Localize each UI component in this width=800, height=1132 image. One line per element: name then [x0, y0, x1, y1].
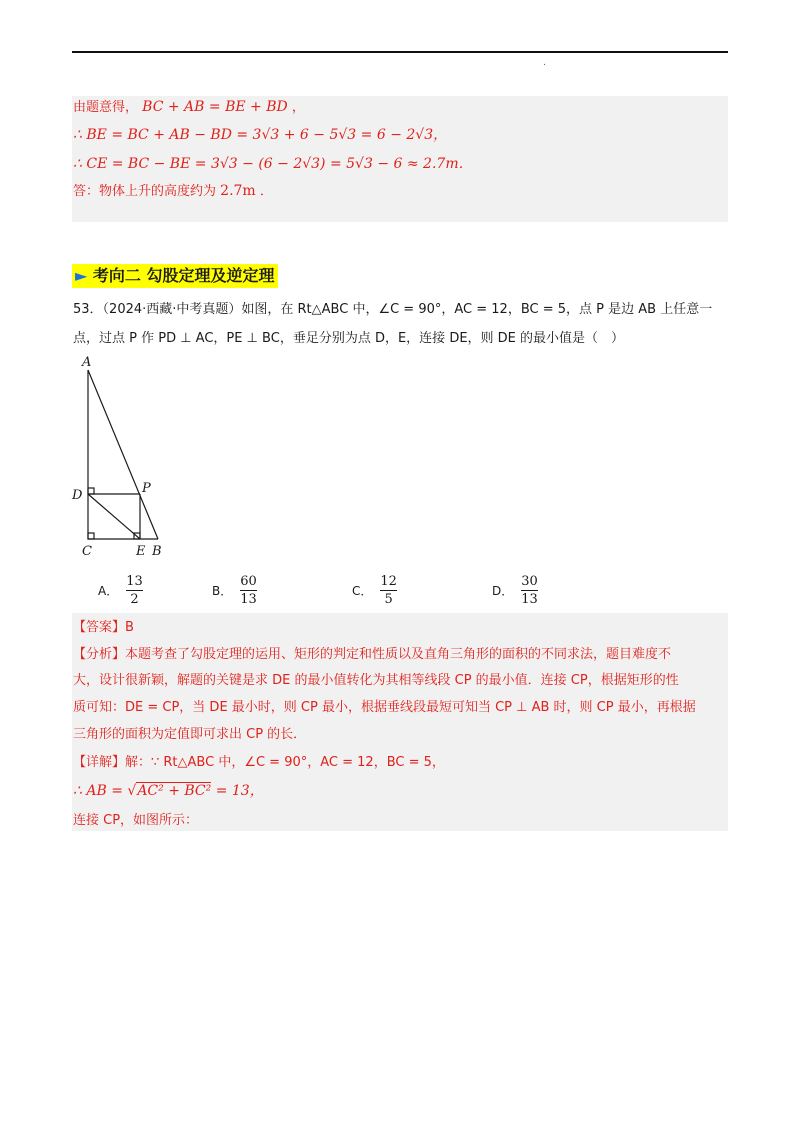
label-e: E: [136, 544, 146, 559]
detail-line-2-radicand: AC² + BC²: [137, 783, 212, 799]
option-c-letter: C．: [352, 583, 373, 598]
solution-line-1-suffix: ，: [291, 100, 305, 115]
detail-line-2: [73, 780, 264, 800]
label-p: P: [142, 481, 151, 496]
label-a: A: [82, 355, 92, 370]
answer-options: [0, 570, 800, 610]
option-d-numerator: 30: [521, 573, 538, 589]
option-c-denominator: 5: [384, 591, 393, 607]
section-marker-icon: ►: [75, 266, 88, 285]
solution-line-2: ∴ BE = BC + AB − BD = 3√3 + 6 − 5√3 = 6 − 2√3，: [73, 127, 448, 143]
solution-line-4: [73, 180, 273, 199]
segment-de: [88, 494, 140, 539]
option-a-fraction: [126, 574, 143, 607]
right-angle-mark-d: [88, 488, 94, 494]
header-rule: [72, 51, 728, 53]
option-b-numerator: 60: [240, 573, 257, 589]
answer-height-suffix: ．: [259, 184, 273, 199]
option-b-fraction: [240, 574, 257, 607]
solution-line-3: ∴ CE = BC − BE = 3√3 − (6 − 2√3) = 5√3 − 6 ≈ 2.7m．: [73, 156, 473, 172]
section-title: 考向二 勾股定理及逆定理: [92, 266, 275, 285]
analysis-line-2: 大，设计很新颖，解题的关键是求 DE 的最小值转化为其相等线段 CP 的最小值．连接 CP，根据矩形的性: [73, 673, 679, 688]
question-line-1: 53．（2024·西藏·中考真题）如图，在 Rt△ABC 中，∠C = 90°，AC = 12，BC = 5，点 P 是边 AB 上任意一: [73, 302, 713, 317]
detail-line-2-prefix: ∴ AB =: [73, 783, 128, 799]
fraction-bar: [126, 590, 143, 591]
option-d[interactable]: [492, 570, 538, 610]
header-dot: .: [543, 58, 546, 68]
label-c: C: [82, 544, 92, 559]
option-c-fraction: [380, 574, 397, 607]
answer-height-value: 2.7m: [220, 183, 256, 199]
solution-line-1-prefix: 由题意得，: [73, 100, 139, 115]
option-b-denominator: 13: [240, 591, 257, 607]
option-a[interactable]: [98, 570, 143, 610]
option-c[interactable]: [352, 570, 397, 610]
option-a-letter: A．: [98, 583, 119, 598]
right-angle-mark-c: [88, 533, 94, 539]
answer-label: 【答案】B: [73, 620, 134, 635]
analysis-line-1: 【分析】本题考查了勾股定理的运用、矩形的判定和性质以及直角三角形的面积的不同求法，题目难度不: [73, 647, 672, 662]
detail-line-1: 【详解】解：∵ Rt△ABC 中，∠C = 90°，AC = 12，BC = 5，: [73, 755, 445, 770]
fraction-bar: [521, 590, 538, 591]
triangle-figure: [72, 352, 178, 562]
option-b-letter: B．: [212, 583, 233, 598]
answer-height-prefix: 答：物体上升的高度约为: [73, 184, 217, 199]
option-a-denominator: 2: [130, 591, 139, 607]
label-d: D: [72, 488, 83, 503]
section-heading: [72, 264, 278, 288]
option-c-numerator: 12: [380, 573, 397, 589]
fraction-bar: [380, 590, 397, 591]
analysis-line-4: 三角形的面积为定值即可求出 CP 的长．: [73, 727, 307, 742]
option-b[interactable]: [212, 570, 257, 610]
solution-line-1-math: BC + AB = BE + BD: [142, 99, 288, 115]
option-a-numerator: 13: [126, 573, 143, 589]
sqrt-sign: √: [127, 783, 137, 799]
solution-line-1: [73, 96, 305, 115]
side-ab: [88, 370, 158, 539]
option-d-denominator: 13: [521, 591, 538, 607]
analysis-line-3: 质可知：DE = CP，当 DE 最小时，则 CP 最小，根据垂线段最短可知当 CP ⊥ AB 时，则 CP 最小，再根据: [73, 700, 696, 715]
label-b: B: [152, 544, 162, 559]
detail-line-2-suffix: = 13，: [211, 783, 264, 799]
option-d-fraction: [521, 574, 538, 607]
fraction-bar: [240, 590, 257, 591]
detail-line-3: 连接 CP，如图所示：: [73, 813, 199, 828]
option-d-letter: D．: [492, 583, 514, 598]
question-line-2: 点，过点 P 作 PD ⊥ AC，PE ⊥ BC，垂足分别为点 D，E，连接 DE，则 DE 的最小值是（ ）: [73, 331, 625, 346]
